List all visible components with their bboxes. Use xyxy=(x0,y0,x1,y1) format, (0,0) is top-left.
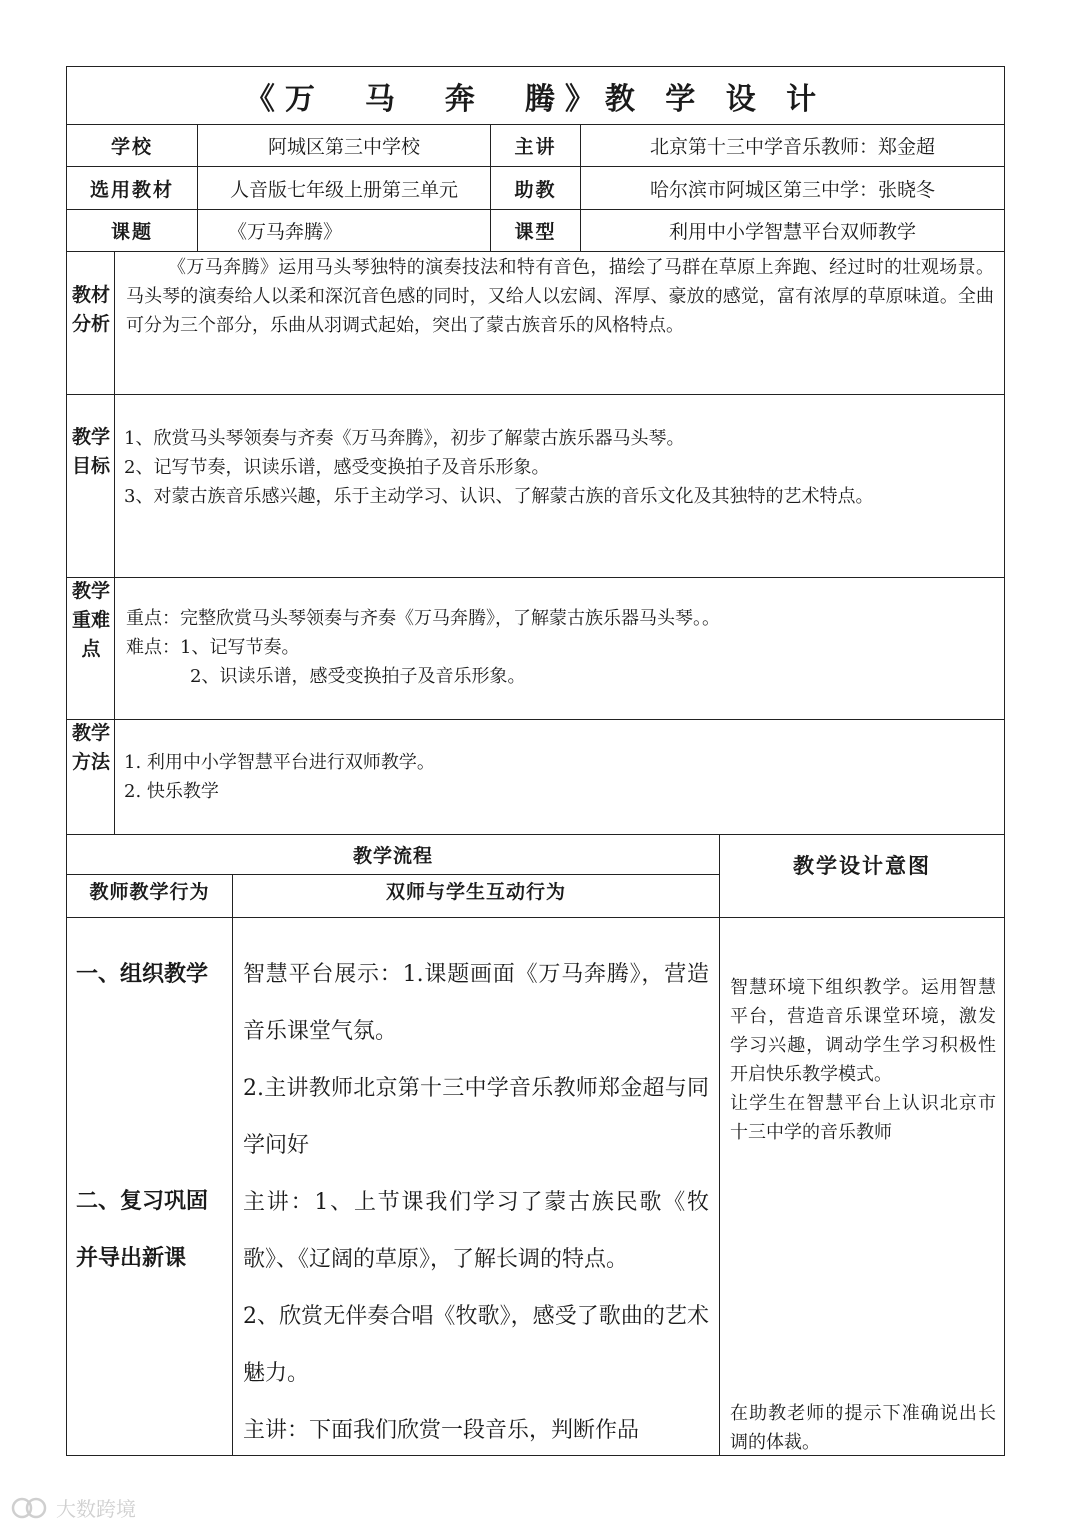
frame-right xyxy=(1004,66,1005,1456)
keypoints-block xyxy=(126,604,996,691)
analysis-text: 《万马奔腾》运用马头琴独特的演奏技法和特有音色，描绘了马群在草原上奔跑、经过时的壮观场景。马头琴的演奏给人以柔和深沉音色感的同时，又给人以宏阔、浑厚、豪放的感觉，富有浓厚的草原味道。全曲可分为三个部分，乐曲从羽调式起始，突出了蒙古族音乐的风格特点。 xyxy=(126,257,994,336)
watermark-logo-icon xyxy=(10,1496,50,1520)
goals-label: 教学目标 xyxy=(71,426,110,477)
intent-text-3: 在助教老师的提示下准确说出长调的体裁。 xyxy=(730,1403,996,1453)
interaction-col-header: 双师与学生互动行为 xyxy=(385,881,566,903)
topic-value: 《万马奔腾》 xyxy=(228,221,343,243)
rule xyxy=(719,834,720,1456)
goals-list xyxy=(124,424,996,511)
topic-label: 课题 xyxy=(110,221,153,243)
goal-text: 对蒙古族音乐感兴趣，乐于主动学习、认识、了解蒙古族的音乐文化及其独特的艺术特点。 xyxy=(153,486,874,507)
school-label: 学校 xyxy=(110,136,153,158)
type-label: 课型 xyxy=(514,221,557,243)
rule xyxy=(66,577,1005,578)
interaction-p5: 主讲：下面我们欣赏一段音乐，判断作品 xyxy=(243,1418,640,1443)
rule xyxy=(66,719,1005,720)
goal-number: 1、 xyxy=(124,428,154,449)
textbook-value: 人音版七年级上册第三单元 xyxy=(229,178,458,201)
textbook-label: 选用教材 xyxy=(89,178,174,201)
phase-review: 二、复习巩固 xyxy=(76,1188,209,1214)
goal-number: 2、 xyxy=(124,457,154,478)
intent-block-2 xyxy=(730,1399,996,1457)
rule xyxy=(66,394,1005,395)
interaction-p4: 2、欣赏无伴奏合唱《牧歌》，感受了歌曲的艺术魅力。 xyxy=(243,1304,709,1386)
intent-header: 教学设计意图 xyxy=(793,853,931,878)
watermark xyxy=(10,1493,136,1522)
rule xyxy=(66,917,1005,918)
intent-text-1: 智慧环境下组织教学。运用智慧平台，营造音乐课堂环境，激发学习兴趣，调动学生学习积极性 开启快乐教学模式。 xyxy=(730,977,996,1085)
difficulty-text-2: 2、识读乐谱，感受变换拍子及音乐形象。 xyxy=(190,666,526,687)
focus-text: 重点：完整欣赏马头琴领奏与齐奏《万马奔腾》，了解蒙古族乐器马头琴。。 xyxy=(126,608,720,629)
rule xyxy=(232,874,233,1456)
intent-block-1 xyxy=(730,973,996,1147)
interaction-p1: 智慧平台展示：1.课题画面《万马奔腾》，营造音乐课堂气氛。 xyxy=(243,962,709,1044)
method-item: 1. 利用中小学智慧平台进行双师教学。 xyxy=(124,752,435,773)
assistant-value: 哈尔滨市阿城区第三中学：张晓冬 xyxy=(649,178,935,201)
school-value: 阿城区第三中学校 xyxy=(267,136,420,158)
methods-list xyxy=(124,748,994,806)
lead-label: 主讲 xyxy=(514,136,557,158)
goal-item xyxy=(124,453,996,482)
page-title: 《万 马 奔 腾》教 学 设 计 xyxy=(244,81,827,117)
intent-text-2: 让学生在智慧平台上认识北京市十三中学的音乐教师 xyxy=(730,1093,996,1143)
methods-label: 教学方法 xyxy=(71,722,110,773)
goal-number: 3、 xyxy=(124,486,154,507)
difficulty-text: 难点：1、记写节奏。 xyxy=(126,637,300,658)
goal-item xyxy=(124,482,996,511)
goal-text: 记写节奏，识读乐谱，感受变换拍子及音乐形象。 xyxy=(153,457,550,478)
goal-item xyxy=(124,424,996,453)
phase-organize: 一、组织教学 xyxy=(76,961,209,987)
goal-text: 欣赏马头琴领奏与齐奏《万马奔腾》，初步了解蒙古族乐器马头琴。 xyxy=(153,428,685,449)
lead-value: 北京第十三中学音乐教师：郑金超 xyxy=(649,136,935,158)
analysis-label: 教材分析 xyxy=(71,284,110,335)
phase-review-2: 并导出新课 xyxy=(76,1245,187,1271)
method-item: 2. 快乐教学 xyxy=(124,781,219,802)
interaction-p2: 2.主讲教师北京第十三中学音乐教师郑金超与同学问好 xyxy=(243,1076,709,1158)
flow-header: 教学流程 xyxy=(352,845,433,867)
interaction-content xyxy=(243,946,709,1459)
interaction-p3: 主讲：1、上节课我们学习了蒙古族民歌《牧歌》、《辽阔的草原》，了解长调的特点。 xyxy=(243,1190,709,1272)
keypoints-label: 教学重难点 xyxy=(71,580,110,660)
teacher-col-header: 教师教学行为 xyxy=(89,881,210,903)
watermark-text: 大数跨境 xyxy=(56,1497,136,1521)
rule xyxy=(66,251,1005,252)
type-value: 利用中小学智慧平台双师教学 xyxy=(668,221,916,243)
assistant-label: 助教 xyxy=(514,178,557,201)
